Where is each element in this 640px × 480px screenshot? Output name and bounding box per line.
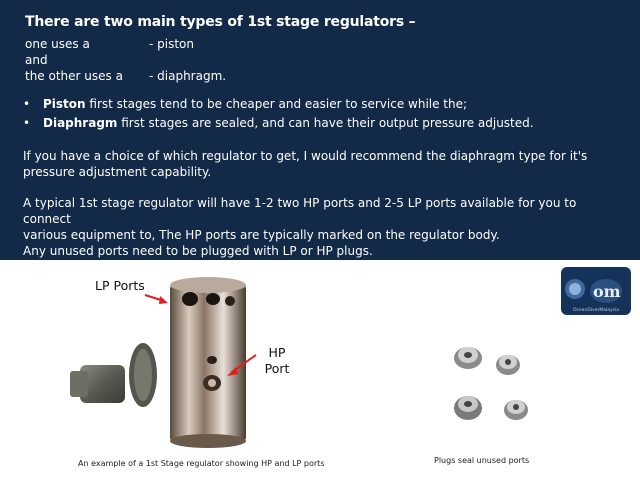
svg-text:om: om (593, 282, 621, 301)
lp-port (207, 356, 217, 364)
logo-graphic (561, 267, 631, 315)
diaphragm-line-right: - diaphragm. (149, 69, 227, 83)
regulator-body (170, 283, 246, 443)
bullet-text: first stages are sealed, and can have their output pressure adjusted. (117, 116, 534, 130)
piston-line-left: one uses a (25, 37, 90, 51)
plug-icon (454, 396, 482, 420)
bullet-term: Piston (43, 97, 86, 111)
bullet-text: first stages tend to be cheaper and easier to service while the; (85, 97, 468, 111)
slide-title: There are two main types of 1st stage regulators – (25, 14, 416, 30)
recommendation-paragraph: If you have a choice of which regulator to get, I would recommend the diaphragm type for it's pressure adjustment capability. (23, 149, 588, 179)
bullet-term: Diaphragm (43, 116, 118, 130)
lp-port (182, 292, 198, 306)
bullet-dot: • (23, 97, 31, 111)
diaphragm-line (25, 69, 227, 83)
plug-icon (496, 355, 520, 375)
svg-text:OceanDiverMalaysia: OceanDiverMalaysia (572, 308, 620, 313)
diaphragm-line-left: the other uses a (25, 69, 123, 83)
bullet-dot: • (23, 116, 31, 130)
piston-line (25, 37, 194, 51)
plug-icon (454, 347, 482, 369)
piston-line-right: - piston (149, 37, 194, 51)
regulator-caption: An example of a 1st Stage regulator showing HP and LP ports (78, 459, 325, 468)
yoke-cap (70, 371, 88, 397)
plugs-caption: Plugs seal unused ports (434, 456, 530, 465)
ocean-diver-logo (561, 267, 631, 315)
hp-port-label: HP Port (264, 345, 290, 376)
lp-port (206, 293, 220, 305)
regulator-image (60, 275, 260, 455)
lp-port (225, 296, 235, 306)
plugs-image (440, 340, 540, 435)
ports-paragraph: A typical 1st stage regulator will have 1-2 two HP ports and 2-5 LP ports available for you to connect various equipment to, The HP ports are typically marked on the regulator body. Any unused ports need to be plugged with LP or HP plugs. (23, 196, 577, 258)
plug-icon (504, 400, 528, 420)
and-line: and (25, 53, 48, 67)
lp-ports-label: LP Ports (95, 278, 145, 293)
